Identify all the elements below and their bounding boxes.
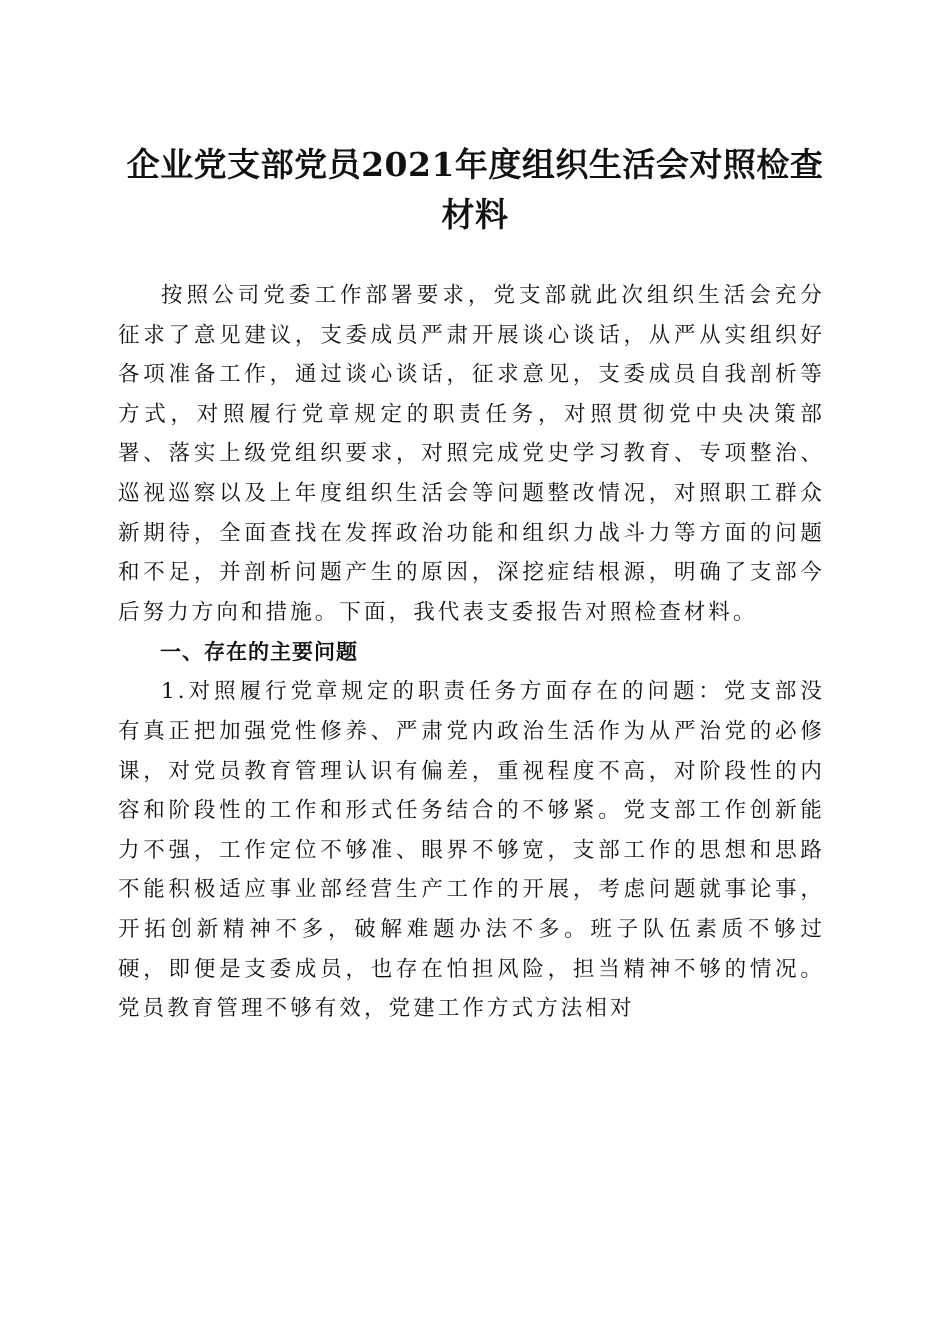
item-paragraph: 1.对照履行党章规定的职责任务方面存在的问题：党支部没有真正把加强党性修养、严肃党内政治生活作为从严治党的必修课，对党员教育管理认识有偏差，重视程度不高，对阶段性的内容和阶段性的工作和形式任务结合的不够紧。党支部工作创新能力不强，工作定位不够准、眼界不够宽，支部工作的思想和思路不能积极适应事业部经营生产工作的开展，考虑问题就事论事，开拓创新精神不多，破解难题办法不多。班子队伍素质不够过硬，即便是支委成员，也存在怕担风险，担当精神不够的情况。党员教育管理不够有效，党建工作方式方法相对 (118, 679, 825, 1022)
intro-paragraph: 按照公司党委工作部署要求，党支部就此次组织生活会充分征求了意见建议，支委成员严肃开展谈心谈话，从严从实组织好各项准备工作，通过谈心谈话，征求意见，支委成员自我剖析等方式，对照履行党章规定的职责任务，对照贯彻党中央决策部署、落实上级党组织要求，对照完成党史学习教育、专项整治、巡视巡察以及上年度组织生活会等问题整改情况，对照职工群众新期待，全面查找在发挥政治功能和组织力战斗力等方面的问题和不足，并剖析问题产生的原因，深挖症结根源，明确了支部今后努力方向和措施。下面，我代表支委报告对照检查材料。 (118, 283, 825, 625)
document-body (118, 276, 825, 1029)
section-heading: 一、存在的主要问题 (160, 640, 358, 665)
document-title: 企业党支部党员2021年度组织生活会对照检查材料 (126, 145, 824, 234)
